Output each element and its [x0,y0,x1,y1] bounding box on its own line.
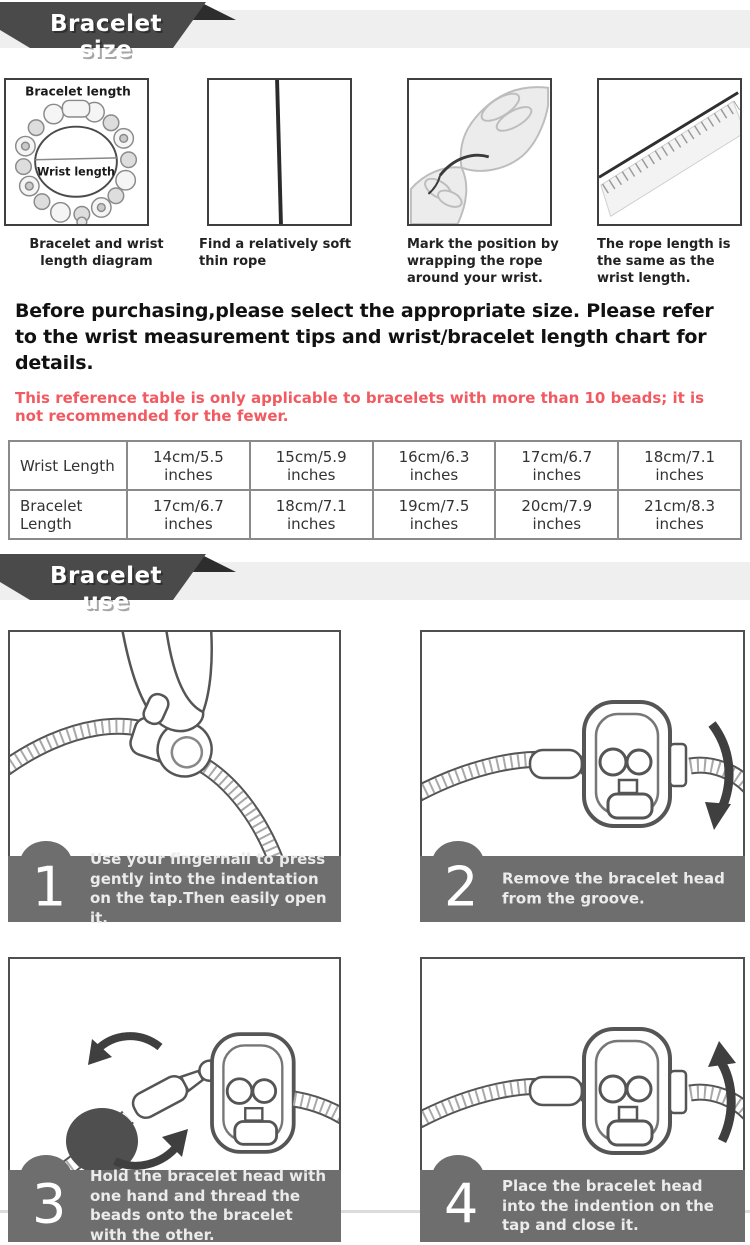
arrow-down-icon [705,724,731,830]
step-number: 2 [444,855,479,919]
size-step-caption: Find a relatively soft thin rope [199,237,352,270]
use-steps-grid [8,630,750,1242]
table-cell: 20cm/7.9 inches [495,490,618,539]
use-step-4-panel [420,957,745,1242]
size-step-ruler [569,78,734,287]
step-caption-bar [420,1170,745,1242]
step-number: 1 [32,855,67,919]
rope-tip-icon [129,1055,224,1122]
size-advice-text: Before purchasing,please select the appropriate size. Please refer to the wrist measurement tips and wrist/bracelet length chart for details. [15,300,714,374]
table-cell: 14cm/5.5 inches [127,441,250,490]
step-caption: Remove the bracelet head from the groove. [502,869,725,908]
bracelet-diagram-icon [6,80,147,224]
table-cell: 21cm/8.3 inches [618,490,741,539]
table-row-wrist [9,441,741,490]
table-cell: 18cm/7.1 inches [618,441,741,490]
step-caption-bar [8,1167,341,1244]
table-cell: Bracelet Length [9,490,127,539]
bracelet-size-banner [0,0,750,63]
bracelet-head-icon [212,1034,294,1152]
step-caption: Place the bracelet head into the indention on the tap and close it. [502,1177,714,1235]
size-step-diagram [4,78,189,287]
step-caption: Use your fingernail to press gently into the indentation on the tap.Then easily open it. [90,850,327,927]
table-cell: 17cm/6.7 inches [127,490,250,539]
section-title: Bracelet use [49,563,163,616]
bracelet-length-label: Bracelet length [25,84,131,99]
size-step-caption: Mark the position by wrapping the rope around your wrist. [407,237,559,287]
rope-icon [209,80,350,224]
finger-icon [122,632,212,731]
step-caption-bar [420,856,745,922]
use-step-2-panel [420,630,745,922]
wrist-length-label: Wrist length [37,165,116,179]
step-caption-bar [8,850,341,927]
size-table [8,440,742,540]
rope-image [207,78,352,226]
size-warning-text: This reference table is only applicable to bracelets with more than 10 beads; it is not recommended for the fewer. [15,389,705,426]
ruler-image [597,78,742,226]
step-number: 3 [32,1172,67,1236]
wrist-wrap-image [407,78,552,226]
wrist-wrap-icon [409,80,550,224]
use-step-1-panel [8,630,341,927]
table-cell: 18cm/7.1 inches [250,490,373,539]
rotate-arrow-top-icon [88,1037,160,1066]
step-caption: Hold the bracelet head with one hand and thread the beads onto the bracelet with the other. [90,1167,327,1244]
bracelet-head-icon [584,1029,670,1153]
size-step-rope [189,78,379,287]
size-steps-row [0,50,750,287]
use-step-3-panel [8,957,341,1242]
table-cell: Wrist Length [9,441,127,490]
table-cell: 19cm/7.5 inches [373,490,496,539]
step-number: 4 [444,1172,479,1236]
table-row-bracelet [9,490,741,539]
size-step-caption: The rope length is the same as the wrist length. [597,237,731,287]
bracelet-diagram-image [4,78,149,226]
table-cell: 17cm/6.7 inches [495,441,618,490]
size-step-wrap-wrist [379,78,569,287]
ruler-icon [599,80,740,224]
bracelet-head-icon [584,702,670,826]
table-cell: 16cm/6.3 inches [373,441,496,490]
section-title: Bracelet size [49,11,163,63]
bracelet-use-banner [0,552,750,616]
table-cell: 15cm/5.9 inches [250,441,373,490]
size-step-caption: Bracelet and wrist length diagram [29,237,164,270]
